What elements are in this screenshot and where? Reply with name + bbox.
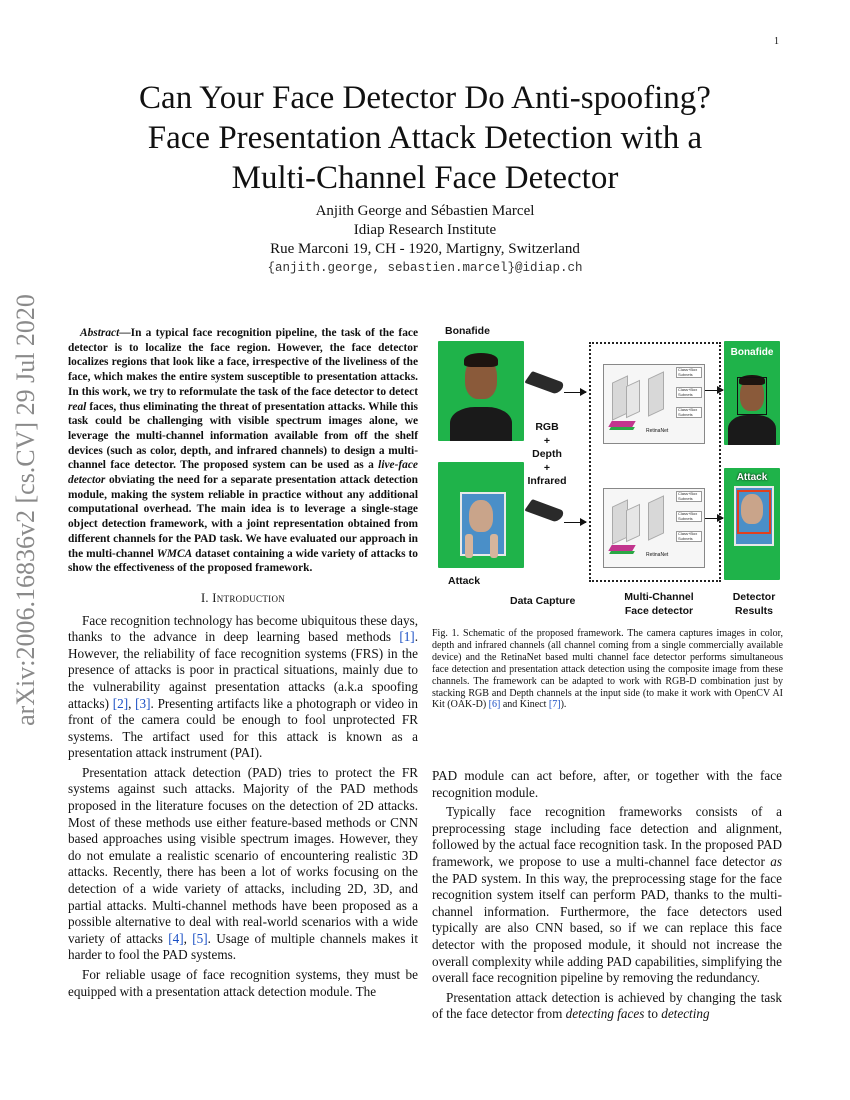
section-title: Introduction (212, 590, 286, 605)
intro-paragraph-1: Face recognition technology has become ubiquitous these days, thanks to the advance in deep learning based methods [1]. However, the reliability of face recognition systems (FRS) in the presence of attacks is poor in practical situations, mainly due to the vulnerability against presentation attacks (a.k.a spoofing attacks) [2], [3]. Presenting artifacts like a photograph or video in front of the camera could be enough to fool unprotected FR systems. The artifact used for this attack is known as a presentation attack instrument (PAI). (68, 612, 419, 761)
label-attack-right: Attack (736, 472, 768, 483)
citation-link[interactable]: [2] (112, 695, 129, 711)
arxiv-stamp-container (4, 294, 48, 726)
retinanet-block-bottom: Class+Box Subnets Class+Box Subnets Class+Box Subnets RetinaNet (603, 488, 705, 568)
citation-link[interactable]: [5] (192, 930, 208, 946)
abstract-text-2: faces, thus eliminating the threat of presentation attacks. While this task could be challenging with visible spectrum images alone, we leverage the multi-channel information available from off the shelf devices (such as color, depth, and infrared channels) to design a multi-channel face detector. The proposed system can be used as a (68, 400, 418, 472)
page-number: 1 (774, 36, 779, 47)
citation-link[interactable]: [7] (548, 699, 561, 711)
bonafide-result-photo (724, 341, 780, 445)
title-line-2: Face Presentation Attack Detection with a (147, 120, 703, 156)
section-number: I. (200, 590, 209, 605)
author-email: {anjith.george, sebastien.marcel}@idiap.ch (267, 261, 583, 275)
citation-link[interactable]: [1] (399, 629, 415, 645)
arxiv-stamp: arXiv:2006.16836v2 [cs.CV] 29 Jul 2020 (11, 294, 41, 726)
right-column (432, 768, 782, 1026)
abstract-emph-live: live-face detector (68, 459, 418, 487)
retinanet-block-top: Class+Box Subnets Class+Box Subnets Class+Box Subnets RetinaNet (603, 364, 705, 444)
right-paragraph-1: Typically face recognition frameworks consists of a preprocessing stage including face detection and alignment, followed by the actual face recognition task. In the proposed PAD framework, we propose to use a multi-channel face detector as the PAD system. In this way, the preprocessing stage for the face recognition system itself can perform PAD, thanks to the multi-channel information. Furthermore, the face detectors used typically are also CNN based, so if we can replace this face detector with the proposed module, it should not increase the overall complexity while adding PAD capabilities, simplifying the overall face recognition pipeline by removing the redundancy. (432, 804, 782, 986)
label-bonafide-right: Bonafide (730, 347, 774, 358)
stage-results: Detector Results (732, 591, 776, 617)
abstract (68, 326, 418, 576)
right-paragraph-2: Presentation attack detection is achieved by changing the task of the face detector from detecting faces to detecting (432, 989, 782, 1022)
citation-link[interactable]: [6] (488, 699, 501, 711)
attack-result-photo (724, 468, 780, 580)
citation-link[interactable]: [4] (168, 930, 184, 946)
label-attack-left: Attack (448, 575, 481, 587)
abstract-emph-real: real (68, 400, 87, 413)
left-column (68, 326, 418, 1003)
abstract-text-3: obviating the need for a separate presentation attack detection module, making the system reliable in practice without any additional computational overhead. The main idea is to leverage a single-stage object detection framework, with a joint representation obtained from different channels for the PAD task. We have evaluated our approach in the multi-channel (68, 474, 418, 560)
paper-title (70, 78, 780, 198)
retinanet-label: RetinaNet (646, 552, 669, 558)
abstract-label: Abstract (80, 327, 120, 339)
camera-icon (524, 371, 565, 395)
arrow-icon (705, 390, 723, 391)
stage-detector: Multi-Channel Face detector (624, 591, 694, 617)
title-line-1: Can Your Face Detector Do Anti-spoofing? (139, 80, 711, 116)
figure-caption: Fig. 1. Schematic of the proposed framework. The camera captures images in color, depth and infrared channels (all channel coming from a single commercially available device) and the RetinaNet based multi channel face detector performs simultaneous face detection and presentation attack detection using the composite image from these channels. The framework can be adapted to work with RGB-D combination just by stacking RGB and Depth channels at the input side (to make it work with OpenCV AI Kit (OAK-D) [6] and Kinect [7]). (432, 628, 783, 711)
stage-data-capture: Data Capture (510, 595, 576, 607)
attack-photo-left (438, 462, 524, 568)
abstract-emph-wmca: WMCA (156, 547, 193, 560)
right-paragraph-0: PAD module can act before, after, or together with the face recognition module. (432, 768, 782, 800)
channel-label: RGB + Depth + Infrared (527, 421, 567, 487)
author-address: Rue Marconi 19, CH - 1920, Martigny, Switzerland (270, 241, 580, 257)
arrow-icon (564, 392, 586, 393)
intro-paragraph-3: For reliable usage of face recognition systems, they must be equipped with a presentation attack detection module. The (68, 967, 418, 999)
figure-1 (432, 322, 784, 624)
label-bonafide-left: Bonafide (445, 325, 490, 337)
title-line-3: Multi-Channel Face Detector (231, 160, 619, 196)
author-block (70, 202, 780, 278)
arrow-icon (705, 518, 723, 519)
bonafide-photo-left (438, 341, 524, 441)
author-institute: Idiap Research Institute (353, 222, 497, 238)
author-names: Anjith George and Sébastien Marcel (315, 203, 535, 219)
abstract-text-1: —In a typical face recognition pipeline, the task of the face detector is to localize the face region. However, the face detector localizes regions that look like a face, irrespective of the liveliness of the face, which makes the entire system susceptible to presentation attacks. In this work, we try to reformulate the task of the face detector to detect (68, 327, 418, 398)
intro-paragraph-2: Presentation attack detection (PAD) tries to protect the FR systems against such attacks. Majority of the PAD methods proposed in the literature focuses on the detection of 2D attacks. Most of these methods use either feature-based methods or CNN based approaches using visible spectrum images. However, they do not emulate a realistic scenario of encountering realistic 3D attacks. Recently, there has been a lot of works focusing on the detection of a wide variety of attacks, including 2D, 3D, and partial attacks. Multi-channel methods have been proposed as a possible alternative to deal with real-world scenarios with a wide variety of attacks [4], [5]. Usage of multiple channels makes it harder to fool the PAD systems. (68, 764, 418, 963)
abstract-text-4: dataset containing a wide variety of attacks to show the effectiveness of the proposed framework. (68, 547, 418, 575)
camera-icon (524, 499, 565, 523)
citation-link[interactable]: [3] (135, 695, 151, 711)
arrow-icon (564, 522, 586, 523)
section-heading (68, 590, 418, 607)
retinanet-label: RetinaNet (646, 428, 669, 434)
